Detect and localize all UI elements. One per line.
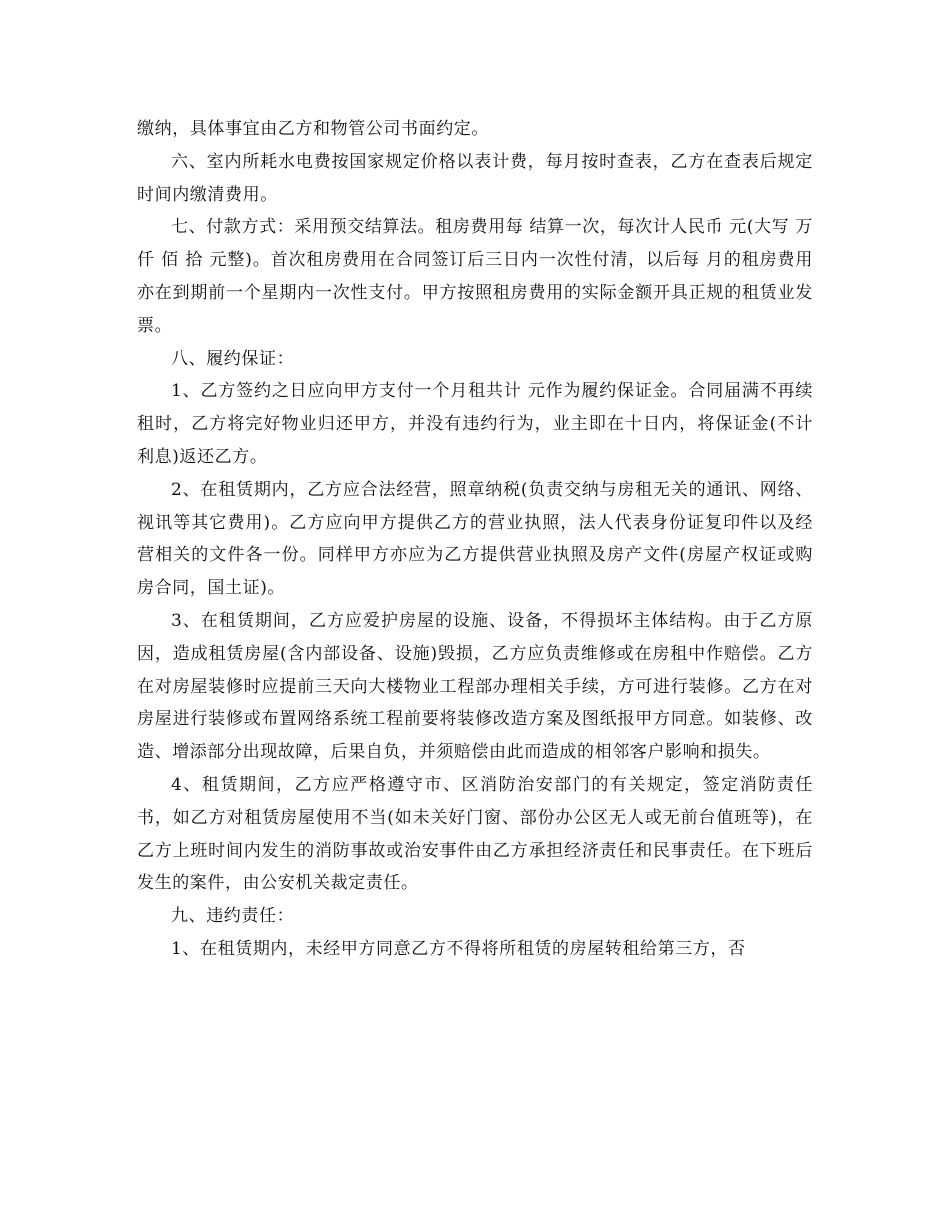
clause-deposit: 1、乙方签约之日应向甲方支付一个月租共计 元作为履约保证金。合同届满不再续租时，乙方将完好物业归还甲方，并没有违约行为，业主即在十日内，将保证金(不计利息)返还乙方。 — [137, 381, 813, 467]
clause-fire-safety: 4、租赁期间，乙方应严格遵守市、区消防治安部门的有关规定，签定消防责任书，如乙方对租赁房屋使用不当(如未关好门窗、部份办公区无人或无前台值班等)，在乙方上班时间内发生的消防事故或治安事件由乙方承担经济责任和民事责任。在下班后发生的案件，由公安机关裁定责任。 — [137, 774, 813, 894]
document-body — [137, 113, 813, 966]
clause-lawful-operation: 2、在租赁期内，乙方应合法经营，照章纳税(负责交纳与房租无关的通讯、网络、视讯等其它费用)。乙方应向甲方提供乙方的营业执照，法人代表身份证复印件以及经营相关的文件各一份。同样甲方亦应为乙方提供营业执照及房产文件(房屋产权证或购房合同，国土证)。 — [137, 479, 813, 599]
paragraph-utilities: 六、室内所耗水电费按国家规定价格以表计费，每月按时查表，乙方在查表后规定时间内缴清费用。 — [137, 151, 813, 205]
section-heading-breach-liability: 九、违约责任： — [171, 906, 295, 927]
clause-subletting: 1、在租赁期内，未经甲方同意乙方不得将所租赁的房屋转租给第三方，否 — [171, 938, 746, 959]
section-heading-performance-guarantee: 八、履约保证： — [171, 348, 295, 369]
clause-property-care: 3、在租赁期间，乙方应爱护房屋的设施、设备，不得损坏主体结构。由于乙方原因，造成租赁房屋(含内部设备、设施)毁损，乙方应负责维修或在房租中作赔偿。乙方在对房屋装修时应提前三天向大楼物业工程部办理相关手续，方可进行装修。乙方在对房屋进行装修或布置网络系统工程前要将装修改造方案及图纸报甲方同意。如装修、改造、增添部分出现故障，后果自负，并须赔偿由此而造成的相邻客户影响和损失。 — [137, 610, 813, 763]
paragraph-fees-continued: 缴纳，具体事宜由乙方和物管公司书面约定。 — [137, 119, 489, 139]
paragraph-payment-method: 七、付款方式：采用预交结算法。租房费用每 结算一次，每次计人民币 元(大写 万 仟 佰 拾 元整)。首次租房费用在合同签订后三日内一次性付清，以后每 月的租房费用亦在到期前一个星期内一次性支付。甲方按照租房费用的实际金额开具正规的租赁业发票。 — [137, 217, 813, 336]
